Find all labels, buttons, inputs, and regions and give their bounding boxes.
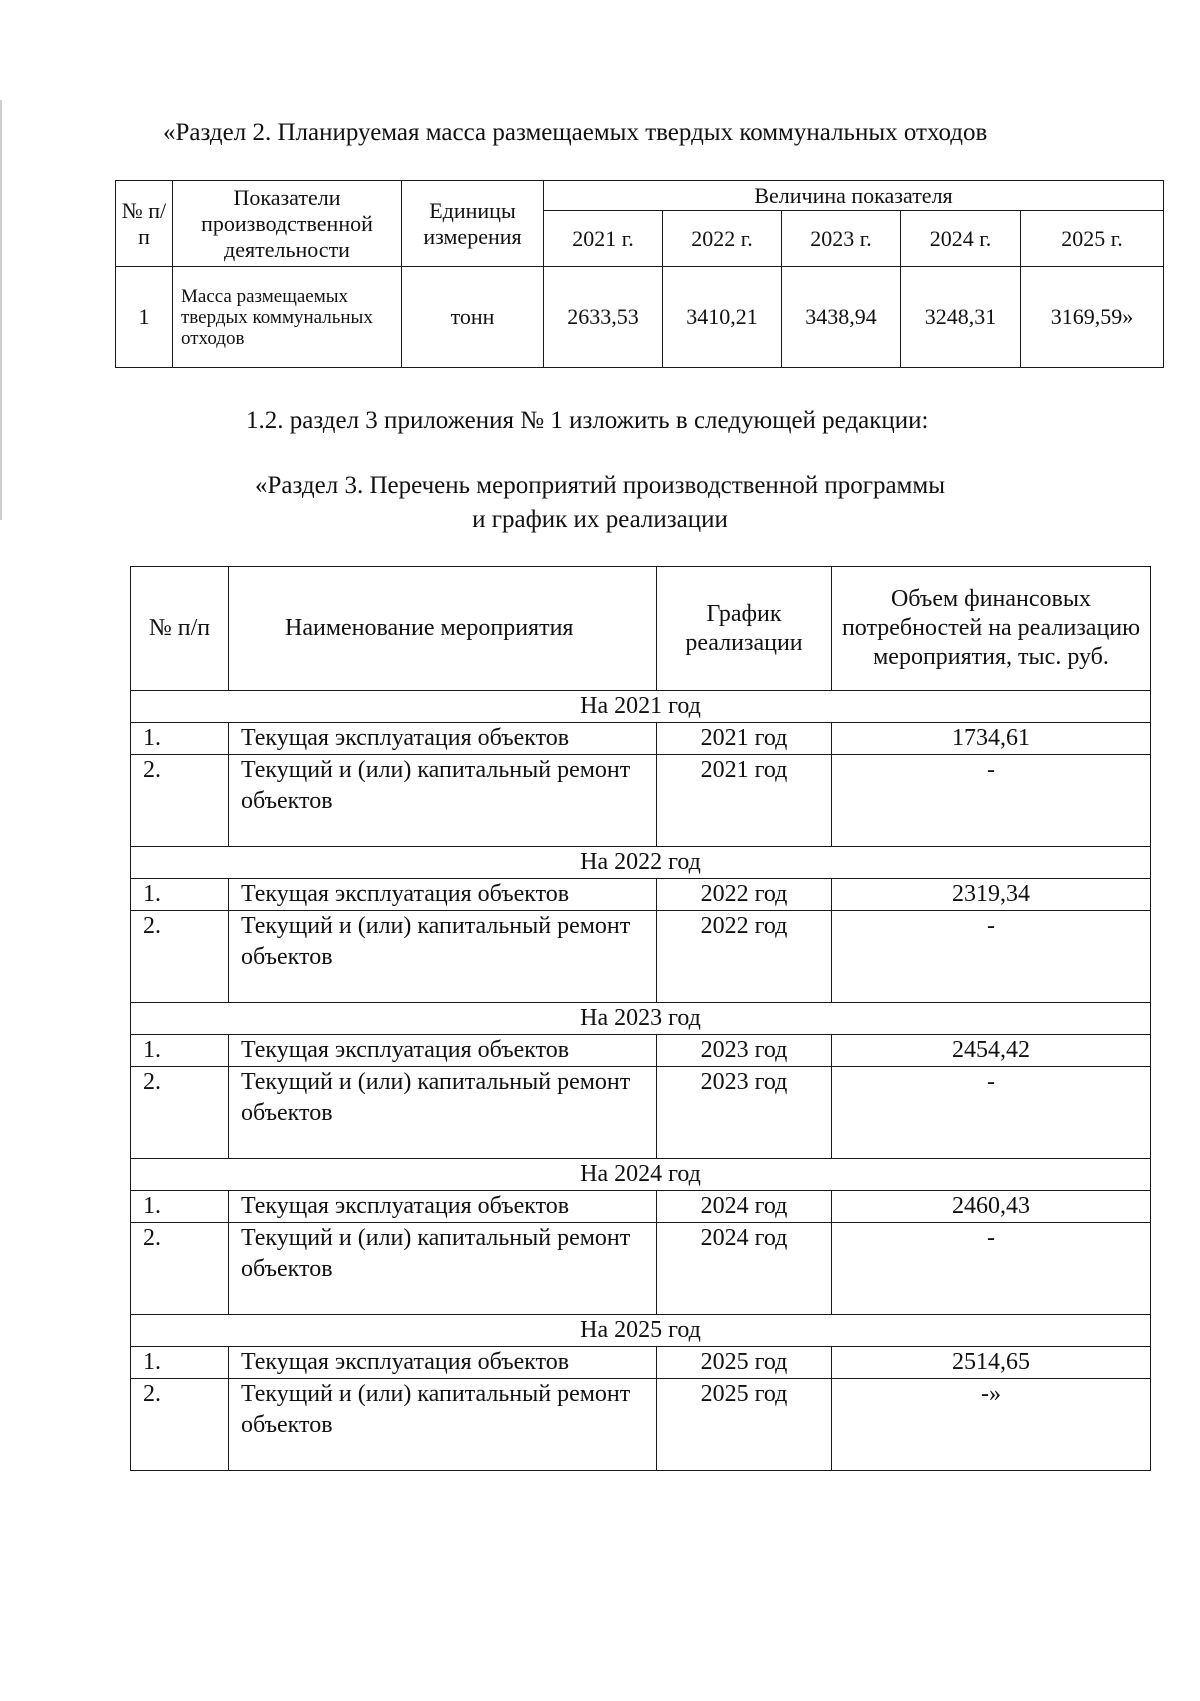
row-name: Текущий и (или) капитальный ремонт объектов xyxy=(229,911,657,1003)
row-amount: 2454,42 xyxy=(832,1035,1151,1067)
table-row xyxy=(131,1191,1151,1223)
row-value: 2633,53 xyxy=(544,267,663,368)
section3-title-line2: и график их реализации xyxy=(472,506,728,533)
row-schedule: 2022 год xyxy=(657,879,832,911)
section2-table xyxy=(115,180,1164,368)
col-units-header: Единицы измерения xyxy=(402,181,544,267)
row-amount: 2319,34 xyxy=(832,879,1151,911)
row-amount: 1734,61 xyxy=(832,723,1151,755)
col-num-header: № п/п xyxy=(131,567,229,691)
col-name-header: Наименование мероприятия xyxy=(229,567,657,691)
paragraph-1-2: 1.2. раздел 3 приложения № 1 изложить в следующей редакции: xyxy=(246,407,929,434)
year-group-row xyxy=(131,1159,1151,1191)
row-schedule: 2023 год xyxy=(657,1035,832,1067)
scan-margin-line xyxy=(0,100,2,520)
row-amount: 2460,43 xyxy=(832,1191,1151,1223)
row-schedule: 2022 год xyxy=(657,911,832,1003)
table-row xyxy=(131,879,1151,911)
year-group-label: На 2024 год xyxy=(131,1159,1151,1191)
row-num: 1. xyxy=(131,1347,229,1379)
row-name: Текущая эксплуатация объектов xyxy=(229,1347,657,1379)
col-schedule-header: График реализации xyxy=(657,567,832,691)
row-value: 3248,31 xyxy=(901,267,1021,368)
row-indicator: Масса размещаемых твердых коммунальных отходов xyxy=(173,267,402,368)
row-num: 2. xyxy=(131,1223,229,1315)
row-amount: - xyxy=(832,755,1151,847)
year-group-label: На 2025 год xyxy=(131,1315,1151,1347)
row-name: Текущий и (или) капитальный ремонт объектов xyxy=(229,1379,657,1471)
row-num: 1. xyxy=(131,723,229,755)
col-num-header: № п/п xyxy=(116,181,173,267)
table-row xyxy=(131,1223,1151,1315)
row-schedule: 2025 год xyxy=(657,1379,832,1471)
col-year-header: 2023 г. xyxy=(782,211,901,267)
year-group-row xyxy=(131,1003,1151,1035)
row-num: 1 xyxy=(116,267,173,368)
row-num: 2. xyxy=(131,1379,229,1471)
row-schedule: 2021 год xyxy=(657,755,832,847)
row-amount: - xyxy=(832,1223,1151,1315)
col-year-header: 2024 г. xyxy=(901,211,1021,267)
section3-title xyxy=(0,469,1200,537)
table-row xyxy=(131,755,1151,847)
year-group-label: На 2023 год xyxy=(131,1003,1151,1035)
year-group-row xyxy=(131,1315,1151,1347)
section2-title: «Раздел 2. Планируемая масса размещаемых твердых коммунальных отходов xyxy=(163,119,988,146)
row-schedule: 2021 год xyxy=(657,723,832,755)
year-group-label: На 2022 год xyxy=(131,847,1151,879)
row-name: Текущая эксплуатация объектов xyxy=(229,1191,657,1223)
row-amount: - xyxy=(832,1067,1151,1159)
row-amount: -» xyxy=(832,1379,1151,1471)
row-value: 3169,59» xyxy=(1021,267,1164,368)
table-row xyxy=(131,1347,1151,1379)
row-name: Текущий и (или) капитальный ремонт объектов xyxy=(229,755,657,847)
table-row xyxy=(131,911,1151,1003)
col-year-header: 2021 г. xyxy=(544,211,663,267)
row-name: Текущая эксплуатация объектов xyxy=(229,723,657,755)
row-name: Текущая эксплуатация объектов xyxy=(229,879,657,911)
section3-title-line1: «Раздел 3. Перечень мероприятий производственной программы xyxy=(255,472,945,499)
year-group-row xyxy=(131,847,1151,879)
row-num: 2. xyxy=(131,755,229,847)
row-name: Текущая эксплуатация объектов xyxy=(229,1035,657,1067)
col-value-group-header: Величина показателя xyxy=(544,181,1164,211)
row-name: Текущий и (или) капитальный ремонт объектов xyxy=(229,1223,657,1315)
year-group-row xyxy=(131,691,1151,723)
row-schedule: 2024 год xyxy=(657,1191,832,1223)
row-units: тонн xyxy=(402,267,544,368)
year-group-label: На 2021 год xyxy=(131,691,1151,723)
table-row xyxy=(131,1035,1151,1067)
row-schedule: 2023 год xyxy=(657,1067,832,1159)
col-year-header: 2022 г. xyxy=(663,211,782,267)
row-amount: 2514,65 xyxy=(832,1347,1151,1379)
table-row xyxy=(131,723,1151,755)
row-name: Текущий и (или) капитальный ремонт объектов xyxy=(229,1067,657,1159)
row-num: 2. xyxy=(131,911,229,1003)
row-amount: - xyxy=(832,911,1151,1003)
col-year-header: 2025 г. xyxy=(1021,211,1164,267)
row-value: 3410,21 xyxy=(663,267,782,368)
row-value: 3438,94 xyxy=(782,267,901,368)
col-amount-header: Объем финансовых потребностей на реализацию мероприятия, тыс. руб. xyxy=(832,567,1151,691)
row-num: 1. xyxy=(131,879,229,911)
row-schedule: 2025 год xyxy=(657,1347,832,1379)
row-num: 2. xyxy=(131,1067,229,1159)
section3-table xyxy=(130,566,1151,1471)
table-row xyxy=(116,267,1164,368)
row-schedule: 2024 год xyxy=(657,1223,832,1315)
col-indicator-header: Показатели производственной деятельности xyxy=(173,181,402,267)
row-num: 1. xyxy=(131,1191,229,1223)
row-num: 1. xyxy=(131,1035,229,1067)
table-row xyxy=(131,1379,1151,1471)
table-row xyxy=(131,1067,1151,1159)
